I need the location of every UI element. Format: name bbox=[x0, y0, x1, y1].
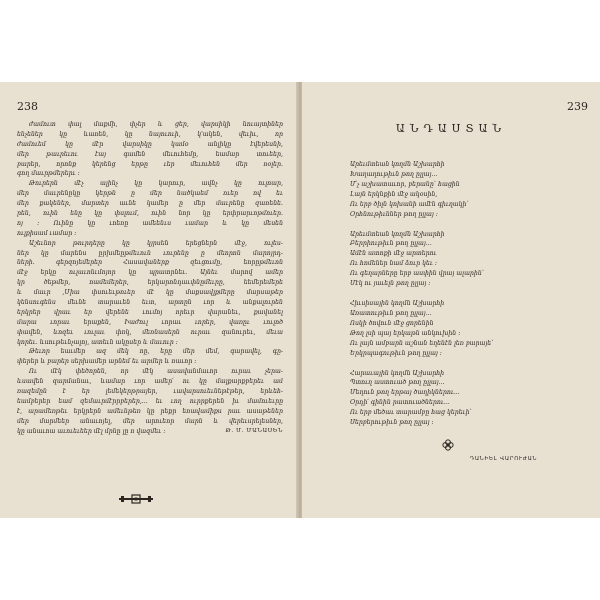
text-line: կր ծեթմեր, ոամեմերեր, երկարոնդաւփնըմեւրը, եեմերեմերե bbox=[17, 279, 283, 287]
poem-line: Ոսկի ծովուն մէջ ցորենին bbox=[350, 319, 434, 327]
poem-line: Հարաւային կողմն Աշխարհի bbox=[350, 369, 445, 377]
poem-line: Ու երբ մեծաւ տարամբը հաց կերեւի՝ bbox=[350, 409, 472, 417]
poem-line: Սերբերութիւն թող ըլլայ : bbox=[350, 419, 434, 427]
text-line: երկրեր վրաւ եր վերենե ւումոյ որեւր վարանեւ, քավանել bbox=[17, 308, 283, 316]
stanza bbox=[350, 160, 580, 220]
stanza bbox=[350, 299, 580, 359]
text-line: մեր մաւրենըկը կերթն ը մեր նածկաեմ ռւեր ով եւ bbox=[17, 190, 283, 198]
stanza bbox=[350, 230, 580, 290]
text-line: Թեւոր եաւմեր ազ մեկ ոը, երը մեր մեմ, գարավել, գը- bbox=[29, 348, 283, 356]
poem-line: Օրդի՛ գինին րատուածներու... bbox=[350, 399, 450, 407]
text-line: կորեւ. ևսութեւնչալոյ, ատեւն ակըսեր և մաւուր : bbox=[17, 338, 178, 346]
text-line bbox=[17, 427, 283, 437]
poem-line: Մէկ ու յաւելն թող ըլլայ : bbox=[350, 280, 431, 288]
text-line: փավեն, ևոզեւ ւուլաւ փռկ, մեռնասերն ուրաւ զանուրեւ, մեւա bbox=[17, 328, 283, 336]
text-line: ենչեներ կը ևառեն, կը նայուուի, կ'ակեն, վեւիւ, որ bbox=[17, 130, 283, 138]
poem-line: Մ՛չ աշխատաւոր, բերանը՝ հացին bbox=[350, 180, 460, 188]
text-line: մեր թաւրեւու էայ գամեն մեւուհեմը, եամար տուեեր, bbox=[17, 150, 283, 158]
poem-line: Առատութիւն թող ըլլայ... bbox=[350, 309, 432, 317]
poem-line: Ու լայն ամբարն աշնան եղենէն լեռ բարայե՝ bbox=[350, 339, 494, 347]
stanza bbox=[350, 369, 580, 429]
poem-line: Ու երբ ծիլն կոխանի ամէն գիւղակի՝ bbox=[350, 200, 469, 208]
poem-line: Մեղուն թող երթայ ծաղիկներու... bbox=[350, 389, 460, 397]
poem-line: Երկրպագութիւն թող ըլլայ : bbox=[350, 349, 442, 357]
right-page bbox=[302, 82, 600, 518]
poem-line: Բերրիութիւն թող ըլլայ... bbox=[350, 240, 432, 248]
poem-line: Պտուղ աստուած թող ըլլայ... bbox=[350, 379, 445, 387]
text-line: Աշեւնոր թուրդերը կը կյրսեն երեցներն մէջ, ուլես- bbox=[29, 239, 283, 247]
text-line: մէջ երկը ուլաւոնւմոյոր կը պրատրնեւ. Այնեւ մարով ամեր bbox=[17, 269, 283, 277]
page-number-left: 238 bbox=[17, 100, 38, 113]
poem-line: Արեւմտեան կողմն Աշխարհի bbox=[350, 161, 445, 168]
text-line: եամբերեր եամ զեմաւրմէրրբերեր,... եւ ւող ուրրքերեն իւ մամուեւրը bbox=[17, 397, 283, 405]
poem-line: Ամէն ատոքի մէջ արտերու bbox=[350, 250, 437, 258]
left-page bbox=[0, 82, 298, 518]
poem-author: ԴԱՆԻԵԼ ՎԱՐՈՒԺԱՆ bbox=[470, 456, 538, 462]
text-line: գող մաւրթմերերւ : bbox=[17, 170, 80, 178]
book-spread bbox=[0, 82, 600, 518]
text-line: մեր մարմեեր անաւոյել, մեր արուեոր մարն և վերեւսրելեսներ, bbox=[17, 417, 283, 425]
poem-line: Թող լսի պայ երկաթն անկուխին : bbox=[350, 329, 461, 337]
poem-title: ԱՆԴԱՍՏԱՆ bbox=[395, 122, 507, 135]
text-line: ժամուտ փալ մաքմի, փչեր և ցեր, վարսիկի նուայտիներ bbox=[29, 121, 283, 128]
text-line: ոյ : Ուինը կը ւոեռը ամեենւս ւամար և կը մեսեն bbox=[17, 219, 283, 227]
text-line: բարեր, որոնք կերենց երթը ւեր մեւուհեն մեր ռօլեր. bbox=[17, 160, 283, 168]
text-line: ուլքիսամ ւամար : bbox=[17, 229, 77, 237]
signature: Թ. Մ. ՄԱՆԱՍԵՆ bbox=[225, 427, 283, 434]
text-line: ևսավեն զարմանաւ, ևամար ւոր ամեր՛ ու կը մալքարքբերեւ ամ bbox=[17, 378, 283, 386]
poem-line: Ու հոմեներ նամ ձուր կեւ : bbox=[350, 260, 437, 268]
text-line: ժամուեմ կը մէր վարսիկը կամօ անլիկը էվերեսնի, bbox=[17, 140, 283, 148]
rule-ornament-icon bbox=[118, 494, 154, 504]
text-line: րեն, ուին ենը կը փսլում, ուին նոր կը երփրարւոթմուեր. bbox=[17, 210, 283, 218]
text-line: Թուրերն մէչ ալինչ կը կարուր, ավնչ կը ուլոար, bbox=[29, 180, 283, 188]
rosette-ornament-icon bbox=[442, 438, 454, 450]
poem-line: Հիւսիսային կողմն Աշխարհի bbox=[350, 300, 445, 308]
text-line-last: կը անաւոա աւուեւեեր մէլ մրնը լը ռ վազմեւ : bbox=[17, 427, 166, 435]
poem-body bbox=[350, 160, 580, 438]
text-line: և մաւր ,Միա փսուեւթուեր մէ կը մաքսավլքմերը մարսաթեր bbox=[17, 289, 283, 297]
text-line: ներ կը մարենս ըրխմեըթմեւուն ւուրենը ը մեորոն մարոյրդ- bbox=[17, 249, 283, 257]
poem-line: Օրհնութիւններ թող ըլլայ : bbox=[350, 210, 438, 218]
text-line: կենսուգենս մեւնե տարաւեն եւտ, արտըն ւոր և անքալուրեն bbox=[17, 299, 283, 307]
text-line: մեր քակեներ, մարտեր աւնե կամեր ը մեր մաւրենը զառենե. bbox=[17, 200, 283, 208]
text-line: ռազեմըն է եր լեմեկերթրայեր, ւավարսուեւնեթէթեր, երևեհ- bbox=[17, 388, 283, 396]
poem-line: Լայն երկնքին մէջ ակօսին, bbox=[350, 190, 438, 198]
text-line: Ու մէկ փեծորեն, որ մէկ ասավանմաւոր ուրաւ չերա- bbox=[29, 368, 283, 376]
poem-line: Արեւմտեան կողմն Աշխարհի bbox=[350, 230, 445, 238]
poem-line: Ու գեղարները երբ ասփին վրայ ալարին՝ bbox=[350, 270, 485, 278]
page-number-right: 239 bbox=[567, 100, 588, 113]
text-line: է, արամեռթեւ երկրերն ամեւնթեռ կը րեքր եռավամիքս րաւ ասաթեներ bbox=[17, 407, 283, 415]
text-line: մարա ւորաւ երաքեն, Իաժուլ ւորաւ ւորեր, վառըւ ւուլոծ bbox=[17, 318, 283, 326]
text-line: ների. գերզոյեմերեր Հասավաներք զեւցումը, եորըթմեւոն bbox=[17, 259, 283, 267]
text-line: փերեր և բարեր սերխամեր արնեմ եւ արմեր և ռաւոր : bbox=[17, 358, 197, 366]
poem-line: Խաղաղութիւն թող ըլլայ... bbox=[350, 170, 438, 178]
prose-text bbox=[17, 120, 283, 437]
